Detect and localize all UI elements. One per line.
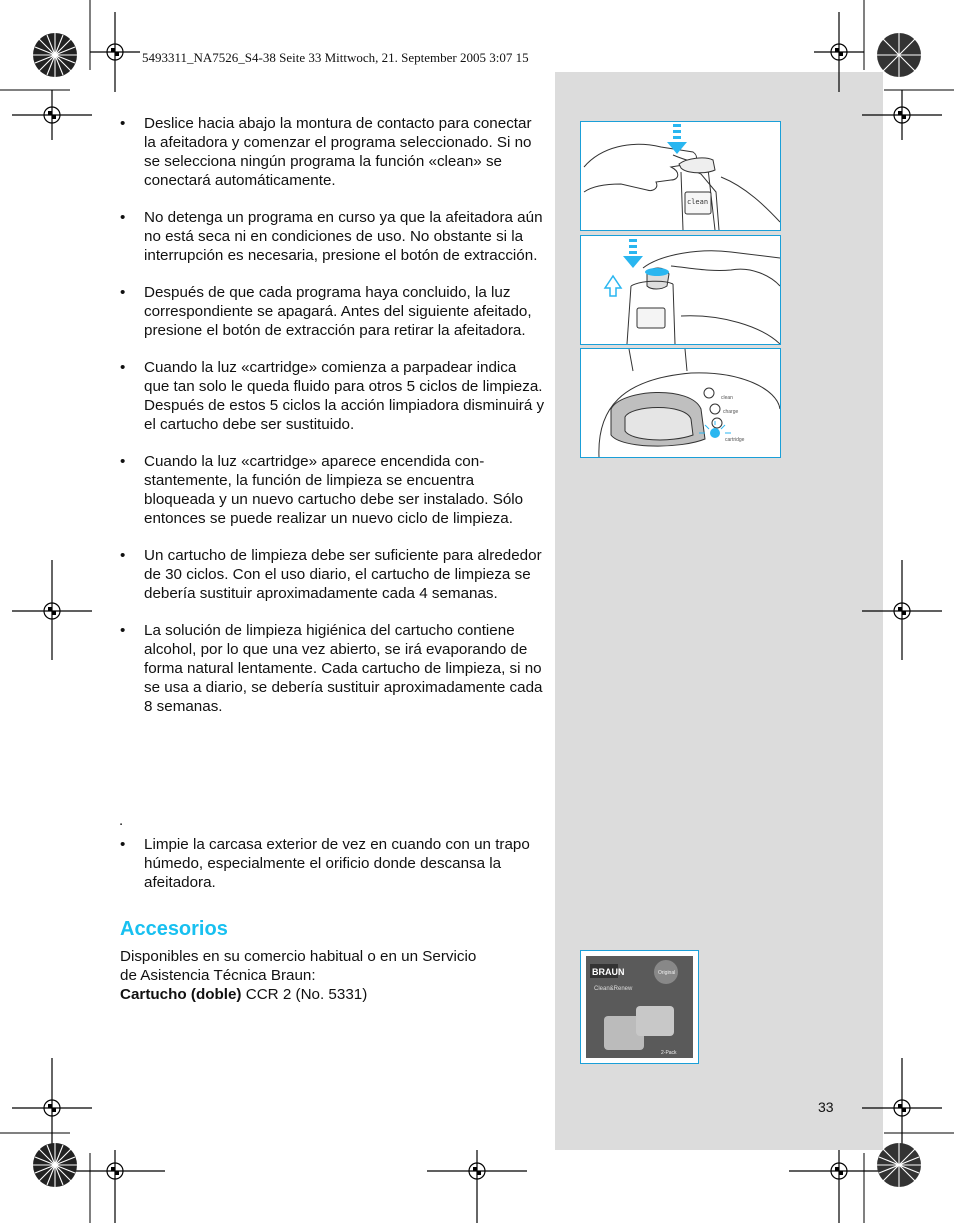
bullet: • (120, 209, 126, 226)
instruction-text: Un cartucho de limpieza debe ser suficiente para alrededor de 30 ciclos. Con el uso diario, el cartucho de limpieza se debería sustituir aproximadamente cada 4 semanas. (144, 547, 542, 602)
accessory-model: CCR 2 (No. 5331) (241, 986, 368, 1003)
section-heading: Accesorios (120, 918, 228, 940)
page-number: 33 (818, 1099, 834, 1115)
cartridge-pack-illustration (586, 956, 693, 1058)
display-label: clean (687, 198, 709, 206)
list-item (120, 546, 545, 603)
accessory-name: Cartucho (doble) (120, 986, 242, 1003)
instruction-text: Cuando la luz «cartridge» aparece encendida con-stantemente, la función de limpieza se encuentra bloqueada y un nuevo cartucho debe ser instalado. Sólo entonces se puede realizar un nuevo ciclo de limpieza. (144, 453, 524, 527)
illustration-hand-shaver (581, 122, 780, 230)
list-item (120, 835, 545, 892)
figure-press-extract (580, 235, 781, 345)
list-item (120, 452, 545, 528)
bullet: • (120, 453, 126, 470)
bullet: • (120, 836, 126, 853)
bullet: • (120, 284, 126, 301)
instruction-text: Cuando la luz «cartridge» comienza a parpadear indica que tan solo le queda fluido para otros 5 ciclos de limpieza. Después de estos 5 ciclos la acción limpiadora disminuirá y el cartucho debe ser sustituido. (144, 359, 545, 433)
instruction-text: Deslice hacia abajo la montura de contacto para conectar la afeitadora y comenzar el programa seleccionado. Si no se selecciona ningún programa la función «clean» se conectará automáticamente. (144, 115, 532, 189)
bullet: • (120, 622, 126, 639)
bullet: • (120, 547, 126, 564)
list-item (120, 283, 545, 340)
bullet: • (120, 115, 126, 132)
accessory-item (120, 985, 550, 1004)
bullet: • (120, 359, 126, 376)
list-item (120, 358, 545, 434)
pack-label: 2-Pack (661, 1050, 677, 1056)
figure-insert-shaver (580, 121, 781, 231)
instruction-text: No detenga un programa en curso ya que la afeitadora aún no está seca ni en condiciones de uso. No obstante si la interrupción es necesaria, presione el botón de extracción. (144, 209, 543, 264)
button-label: charge (723, 409, 739, 415)
accessories-intro-line: de Asistencia Técnica Braun: (120, 967, 316, 984)
accessories-intro-line: Disponibles en su comercio habitual o en un Servicio (120, 948, 477, 965)
list-item (120, 621, 545, 716)
button-label: clean (721, 395, 733, 401)
print-header: 5493311_NA7526_S4-38 Seite 33 Mittwoch, 21. September 2005 3:07 15 (142, 50, 529, 65)
product-name: Clean&Renew (594, 986, 633, 992)
figure-cleaning-station (580, 348, 781, 458)
illustration-press-extract (581, 236, 780, 344)
illustration-cleaning-station (581, 349, 780, 457)
product-badge: Original (658, 970, 676, 976)
button-label: cartridge (725, 437, 745, 443)
instruction-text: La solución de limpieza higiénica del cartucho contiene alcohol, por lo que una vez abierto, se irá evaporando de forma natural lentamente. Cada cartucho de limpieza, si no se usa a diario, se debería sustituir aproximadamente cada 8 semanas. (144, 622, 543, 715)
instruction-text: Limpie la carcasa exterior de vez en cuando con un trapo húmedo, especialmente el orificio donde descansa la afeitadora. (144, 836, 530, 891)
list-item (120, 114, 545, 190)
product-image-cartridge (580, 950, 699, 1064)
instruction-list (120, 114, 545, 734)
stray-dot: . (119, 812, 124, 829)
instruction-text: Después de que cada programa haya concluido, la luz correspondiente se apagará. Antes del siguiente afeitado, presione el botón de extracción para retirar la afeitadora. (144, 284, 532, 339)
brand-logo: BRAUN (592, 967, 625, 977)
accessories-text (120, 947, 550, 1004)
list-item (120, 208, 545, 265)
